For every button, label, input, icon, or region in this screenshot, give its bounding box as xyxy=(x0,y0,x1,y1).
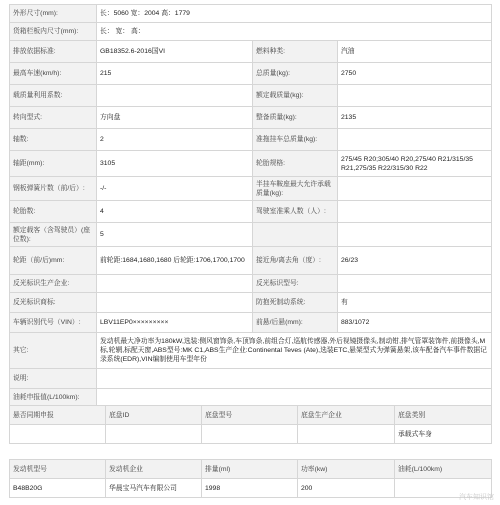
engine-header-row xyxy=(10,460,492,479)
spec-label: 额定载质量(kg): xyxy=(253,85,338,107)
spec-label: 说明: xyxy=(10,369,97,389)
spec-row xyxy=(10,177,492,201)
spec-row xyxy=(10,223,492,247)
spec-label: 轮距（前/后)mm: xyxy=(10,247,97,275)
engine-cell: 华晨宝马汽车有限公司 xyxy=(106,479,202,498)
spec-label: 载质量利用系数: xyxy=(10,85,97,107)
spec-row xyxy=(10,107,492,129)
engine-header-cell: 功率(kw) xyxy=(298,460,395,479)
spec-label: 整备质量(kg): xyxy=(253,107,338,129)
spec-value xyxy=(338,85,492,107)
spec-row xyxy=(10,151,492,177)
chassis-cell: 承载式车身 xyxy=(395,425,492,444)
spec-value xyxy=(338,177,492,201)
chassis-data-row xyxy=(10,425,492,444)
spec-row xyxy=(10,275,492,293)
spec-row xyxy=(10,293,492,313)
spec-row xyxy=(10,41,492,63)
spec-value: 3105 xyxy=(97,151,253,177)
engine-cell: 1998 xyxy=(202,479,298,498)
spec-label: 车辆识别代号（VIN）: xyxy=(10,313,97,333)
spec-value: 4 xyxy=(97,201,253,223)
spec-value xyxy=(97,275,253,293)
spec-label: 油耗申报值(L/100km): xyxy=(10,389,97,407)
spec-value xyxy=(97,369,492,389)
spec-label: 总质量(kg): xyxy=(253,63,338,85)
spec-value: 275/45 R20;305/40 R20,275/40 R21/315/35 R21,275/35 R22/315/30 R22 xyxy=(338,151,492,177)
chassis-header-cell: 悬否同期申报 xyxy=(10,406,106,425)
spec-table xyxy=(9,4,492,407)
spec-label: 反光标识生产企业: xyxy=(10,275,97,293)
spec-row xyxy=(10,5,492,23)
spec-row xyxy=(10,85,492,107)
spec-label: 反光标识型号: xyxy=(253,275,338,293)
spec-label: 最高车速(km/h): xyxy=(10,63,97,85)
spec-row xyxy=(10,201,492,223)
spec-value: 有 xyxy=(338,293,492,313)
spec-row xyxy=(10,63,492,85)
spec-label: 驾驶室准乘人数（人）: xyxy=(253,201,338,223)
engine-cell: 200 xyxy=(298,479,395,498)
spec-label: 燃料种类: xyxy=(253,41,338,63)
spec-label: 额定载客（含驾驶员）(座位数): xyxy=(10,223,97,247)
spec-value xyxy=(338,275,492,293)
chassis-cell xyxy=(202,425,298,444)
spec-label: 轴距(mm): xyxy=(10,151,97,177)
spec-label: 排放依据标准: xyxy=(10,41,97,63)
spec-row xyxy=(10,247,492,275)
engine-header-cell: 油耗(L/100km) xyxy=(395,460,492,479)
spec-label: 其它: xyxy=(10,333,97,369)
spec-row xyxy=(10,129,492,151)
spec-value: 发动机最大净功率为180kW,选装:侧风窗饰条,车顶饰条,前组合灯,巡航传感器,外后视镜摄像头,制动钳,排气管罩装饰件,前摄像头,M标,轮辋,标配天窗,ABS型号:MK C1,ABS生产企业:Continental Teves (Ate),选装ETC,悬架型式为弹簧悬架,该车配备汽车事件数据记录系统(EDR),VIN编制使用车型年份 xyxy=(97,333,492,369)
spec-label: 轮胎数: xyxy=(10,201,97,223)
spec-label: 外形尺寸(mm): xyxy=(10,5,97,23)
spec-label: 轴数: xyxy=(10,129,97,151)
spec-label: 轮胎规格: xyxy=(253,151,338,177)
spec-value: GB18352.6-2016国VI xyxy=(97,41,253,63)
spec-value xyxy=(97,389,492,407)
spec-value: 前轮距:1684,1680,1680 后轮距:1706,1700,1700 xyxy=(97,247,253,275)
spec-value: LBV11EP0××××××××× xyxy=(97,313,253,333)
chassis-cell xyxy=(10,425,106,444)
spec-row xyxy=(10,333,492,369)
chassis-header-row xyxy=(10,406,492,425)
chassis-cell xyxy=(106,425,202,444)
spec-value xyxy=(97,293,253,313)
chassis-header-cell: 底盘ID xyxy=(106,406,202,425)
spec-value: 883/1072 xyxy=(338,313,492,333)
chassis-header-cell: 底盘生产企业 xyxy=(298,406,395,425)
spec-value xyxy=(338,223,492,247)
spec-label: 防抱死制动系统: xyxy=(253,293,338,313)
engine-header-cell: 发动机型号 xyxy=(10,460,106,479)
spec-label: 接近角/离去角（度）: xyxy=(253,247,338,275)
chassis-header-cell: 底盘类别 xyxy=(395,406,492,425)
spec-row xyxy=(10,313,492,333)
spec-value: 215 xyxy=(97,63,253,85)
spec-label xyxy=(253,223,338,247)
spec-value xyxy=(97,85,253,107)
engine-data-row xyxy=(10,479,492,498)
spec-value xyxy=(338,201,492,223)
engine-header-cell: 发动机企业 xyxy=(106,460,202,479)
spec-value: 汽油 xyxy=(338,41,492,63)
spec-label: 准拖挂车总质量(kg): xyxy=(253,129,338,151)
spec-label: 半挂车鞍座最大允许承载质量(kg): xyxy=(253,177,338,201)
spec-label: 货箱栏板内尺寸(mm): xyxy=(10,23,97,41)
spec-row xyxy=(10,23,492,41)
watermark: 汽车知识馆 xyxy=(459,494,494,501)
engine-header-cell: 排量(ml) xyxy=(202,460,298,479)
engine-cell: B48B20G xyxy=(10,479,106,498)
spec-value: 26/23 xyxy=(338,247,492,275)
spec-value: 长： 宽： 高： xyxy=(97,23,492,41)
chassis-header-cell: 底盘型号 xyxy=(202,406,298,425)
spec-value: 2135 xyxy=(338,107,492,129)
spec-value: 2750 xyxy=(338,63,492,85)
spec-label: 反光标识商标: xyxy=(10,293,97,313)
chassis-table xyxy=(9,405,492,444)
spec-row xyxy=(10,389,492,407)
spec-row xyxy=(10,369,492,389)
spec-value xyxy=(338,129,492,151)
chassis-cell xyxy=(298,425,395,444)
spec-value: 2 xyxy=(97,129,253,151)
spec-value: 5 xyxy=(97,223,253,247)
spec-label: 转向型式: xyxy=(10,107,97,129)
spec-value: 方向盘 xyxy=(97,107,253,129)
spec-label: 前悬/后悬(mm): xyxy=(253,313,338,333)
engine-table xyxy=(9,459,492,498)
spec-label: 钢板弹簧片数（前/后）: xyxy=(10,177,97,201)
spec-value: 长：5060 宽：2004 高：1779 xyxy=(97,5,492,23)
spec-value: -/- xyxy=(97,177,253,201)
